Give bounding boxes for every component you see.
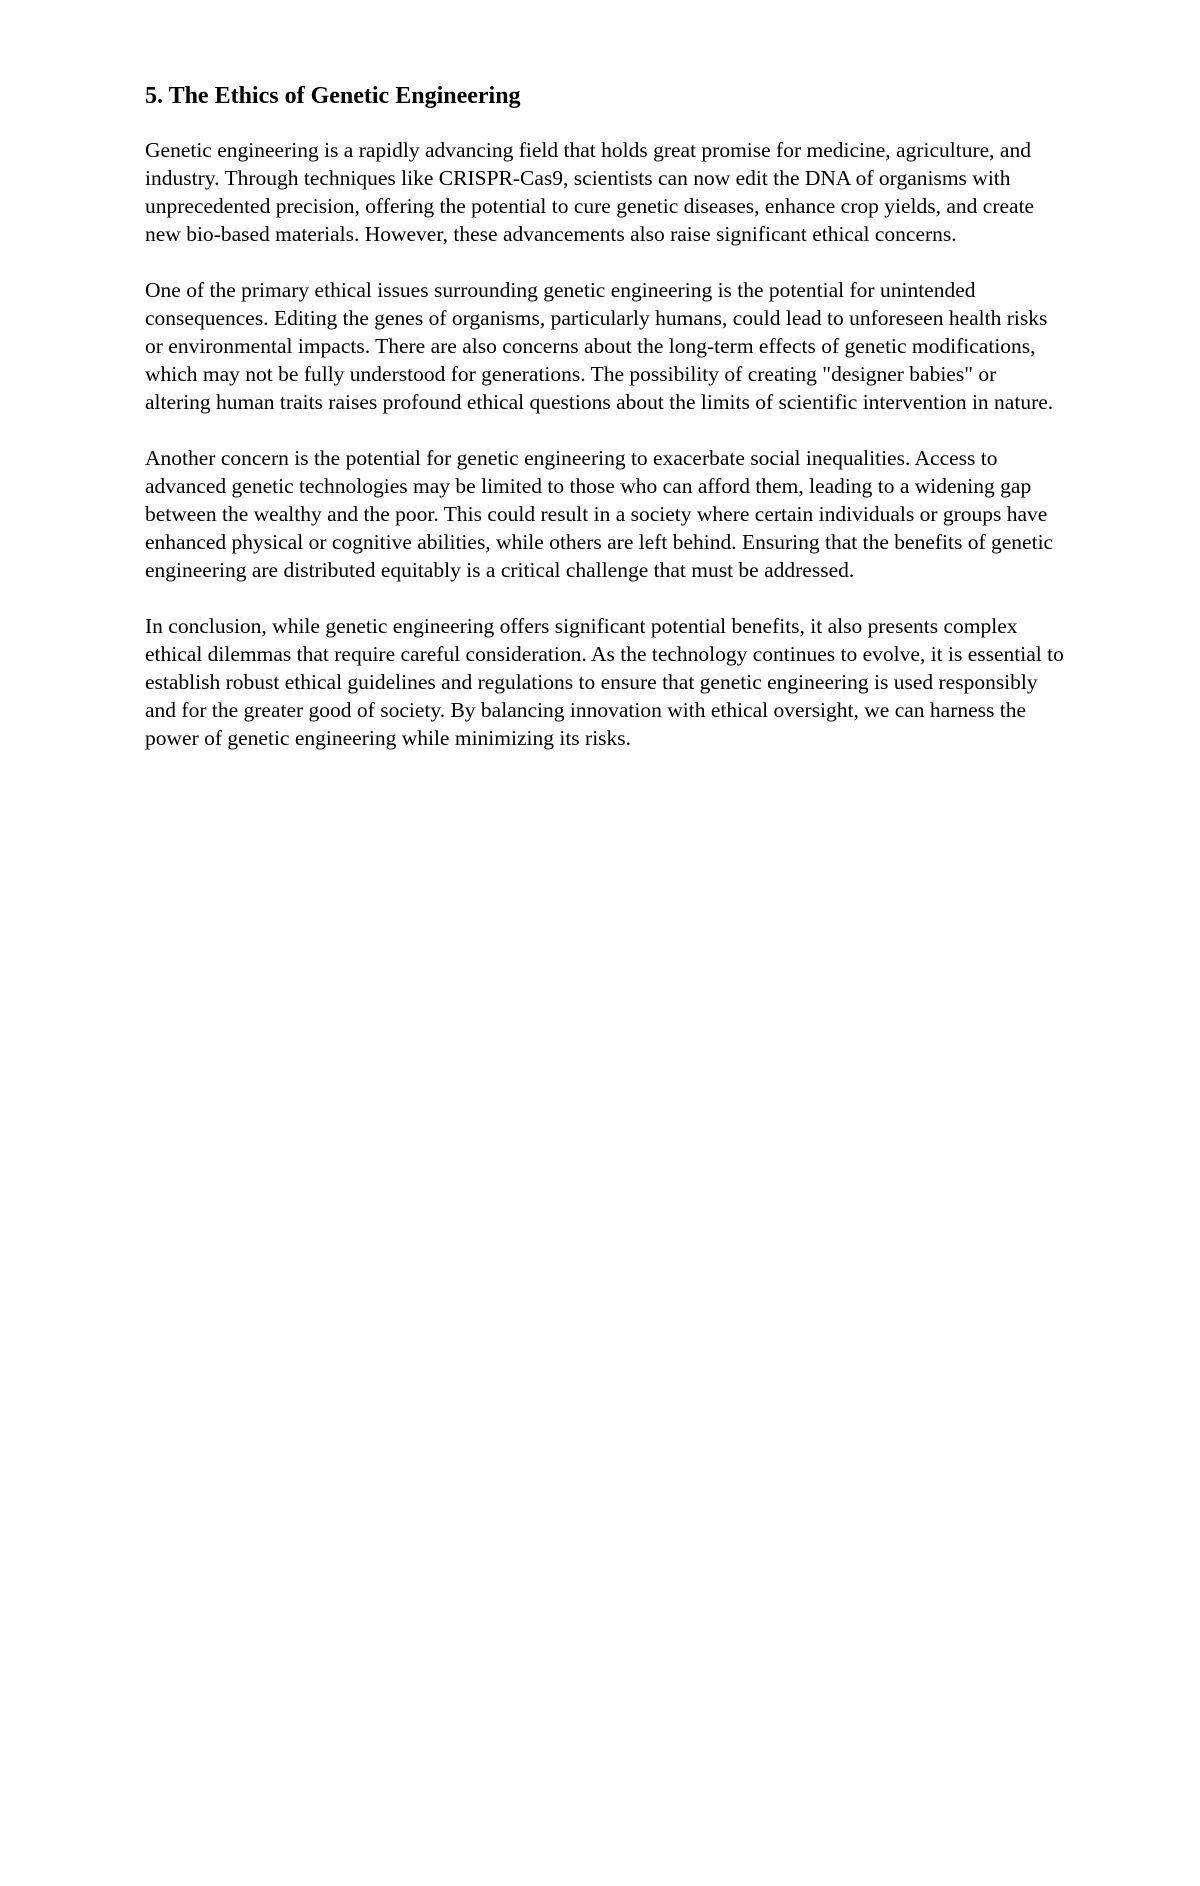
section-title: 5. The Ethics of Genetic Engineering — [145, 83, 521, 109]
paragraph-intro: Genetic engineering is a rapidly advancing field that holds great promise for medicine, agriculture, and industry. Through techniques like CRISPR-Cas9, scientists can now edit the DNA of organisms with unprecedented precision, offering the potential to cure genetic diseases, enhance crop yields, and create new bio-based materials. However, these advancements also raise significant ethical concerns. — [145, 138, 1035, 246]
paragraph-unintended-consequences: One of the primary ethical issues surrounding genetic engineering is the potential for unintended consequences. Editing the genes of organisms, particularly humans, could lead to unforeseen health risks or environmental impacts. There are also concerns about the long-term effects of genetic modifications, which may not be fully understood for generations. The possibility of creating "designer babies" or altering human traits raises profound ethical questions about the limits of scientific intervention in nature. — [145, 278, 1054, 414]
paragraph-conclusion: In conclusion, while genetic engineering offers significant potential benefits, it also presents complex ethical dilemmas that require careful consideration. As the technology continues to evolve, it is essential to establish robust ethical guidelines and regulations to ensure that genetic engineering is used responsibly and for the greater good of society. By balancing innovation with ethical oversight, we can harness the power of genetic engineering while minimizing its risks. — [145, 614, 1064, 750]
document-content — [145, 80, 1065, 780]
paragraph-social-inequalities: Another concern is the potential for genetic engineering to exacerbate social inequalities. Access to advanced genetic technologies may be limited to those who can afford them, leading to a widening gap between the wealthy and the poor. This could result in a society where certain individuals or groups have enhanced physical or cognitive abilities, while others are left behind. Ensuring that the benefits of genetic engineering are distributed equitably is a critical challenge that must be addressed. — [145, 446, 1054, 582]
